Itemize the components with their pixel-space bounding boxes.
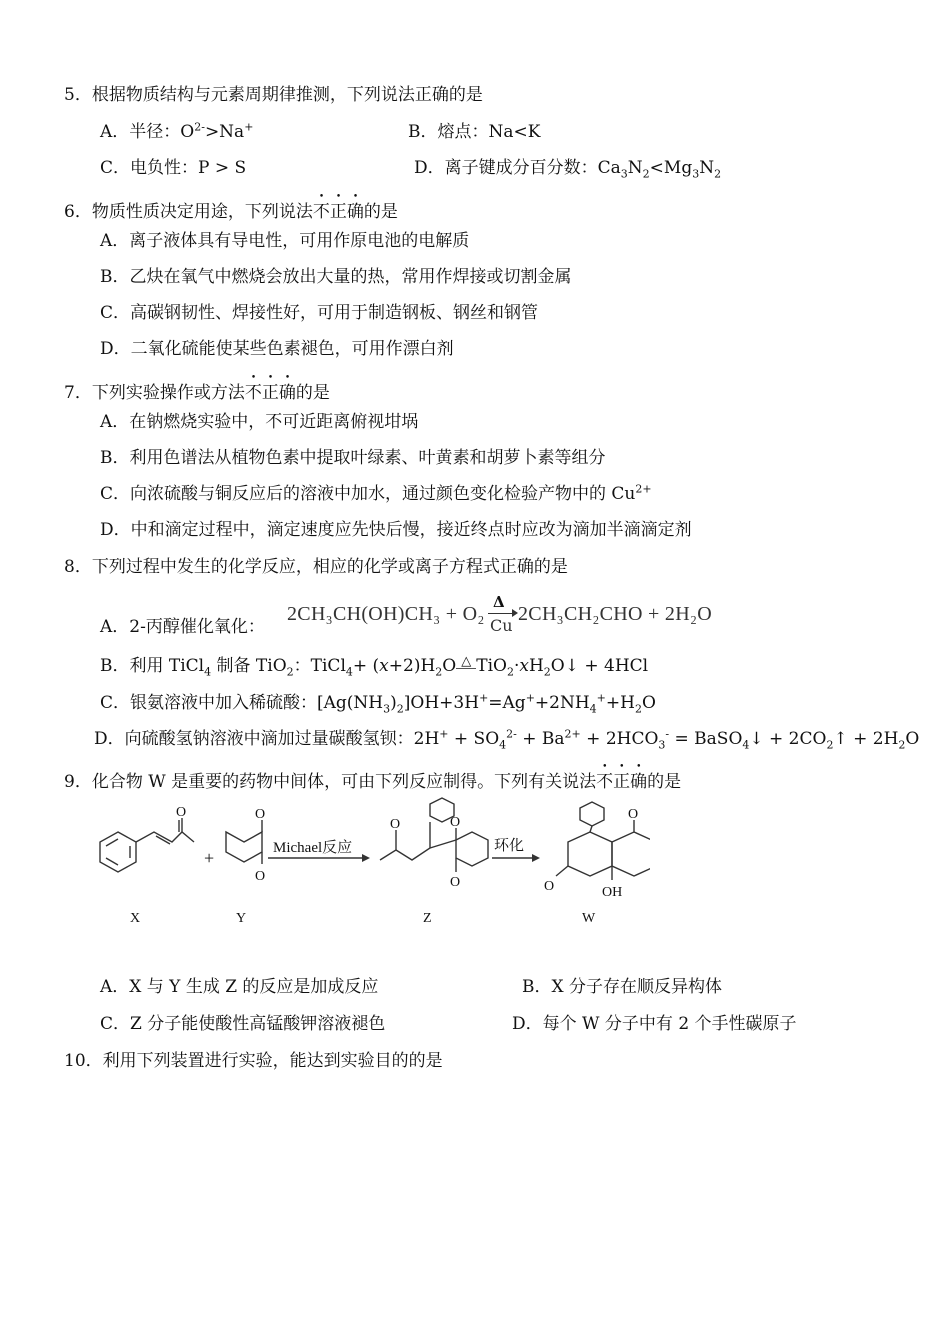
compound-z-label: Z	[423, 911, 432, 926]
z-oxygen-label-bottom: O	[450, 875, 461, 890]
z-oxygen-label-top: O	[450, 815, 461, 830]
w-oxygen-label-top: O	[628, 807, 639, 822]
q8-heat-symbol: Δ	[493, 593, 505, 611]
z-ring	[456, 832, 488, 866]
compound-w-label: W	[582, 911, 596, 926]
y-ring	[226, 832, 262, 862]
y-oxygen-label-top: O	[255, 807, 266, 822]
q8-option-b: B．利用 TiCl$_4$ 制备 TiO$_2$：TiCl$_4$+ $(x+2)H_2O$ △ $TiO_2\cdot xH_2O↓ + 4HCl$	[100, 654, 649, 679]
heat-triangle-icon: △	[456, 656, 476, 669]
x-oxygen-label: O	[176, 805, 187, 820]
q5-stem: 5．根据物质结构与元素周期律推测，下列说法正确的是	[64, 85, 483, 105]
q6-option-d: D．二氧化硫能使某些色素褪色，可用作漂白剂	[100, 339, 454, 359]
q8-option-c: C．银氨溶液中加入稀硫酸：$[Ag(NH_3)_2]OH+3H^+=Ag^++2NH_4^++H_2O$	[100, 691, 656, 716]
q10-stem: 10．利用下列装置进行实验，能达到实验目的的是	[64, 1051, 443, 1071]
q8-option-d: D．向硫酸氢钠溶液中滴加过量碳酸氢钡：$2H^+ + SO_4^{2-} + Ba^{2+} + 2HCO_3^-$ = BaSO$_4$↓ + $2CO_2↑ + 2H_2O$	[94, 727, 920, 752]
q5-option-d: D．离子键成分百分数：$Ca_3N_2<Mg_3N_2$	[414, 158, 722, 181]
w-hydroxyl-label: OH	[602, 885, 623, 900]
q5-option-b: B．熔点：Na<K	[408, 122, 541, 142]
q7-option-c: C．向浓硫酸与铜反应后的溶液中加水，通过颜色变化检验产物中的 $Cu^{2+}$	[100, 482, 652, 504]
q6-option-b: B．乙炔在氧气中燃烧会放出大量的热，常用作焊接或切割金属	[100, 267, 572, 287]
q8-option-a-label: A．2-丙醇催化氧化：	[100, 617, 265, 637]
q8-option-a-rhs: 2CH₃CH₂CHO + 2H₂O	[518, 603, 712, 625]
reaction-scheme	[90, 780, 650, 930]
q8-catalyst: Cu	[490, 616, 513, 635]
q9-option-b: B．X 分子存在顺反异构体	[522, 977, 722, 997]
cyclization-arrow-label: 环化	[494, 838, 525, 854]
q7-option-a: A．在钠燃烧实验中，不可近距离俯视坩埚	[100, 412, 419, 432]
q8-stem: 8．下列过程中发生的化学反应，相应的化学或离子方程式正确的是	[64, 557, 568, 577]
michael-arrow-label: Michael反应	[273, 840, 353, 856]
q9-option-c: C．Z 分子能使酸性高锰酸钾溶液褪色	[100, 1014, 386, 1034]
q7-stem: 7．下列实验操作或方法不正确的是	[64, 383, 330, 403]
w-benzene-ring	[580, 802, 604, 826]
compound-y-label: Y	[236, 911, 247, 926]
q6-option-a: A．离子液体具有导电性，可用作原电池的电解质	[100, 231, 470, 251]
q5-option-a: A．半径：$O^{2-}>Na^+$	[100, 120, 254, 142]
y-oxygen-label-bottom: O	[255, 869, 266, 884]
michael-arrow-head	[362, 854, 370, 862]
q9-option-a: A．X 与 Y 生成 Z 的反应是加成反应	[100, 977, 379, 997]
cyclization-arrow-head	[532, 854, 540, 862]
q6-option-c: C．高碳钢韧性、焊接性好，可用于制造钢板、钢丝和钢管	[100, 303, 539, 323]
compound-x-label: X	[130, 911, 141, 926]
q8-option-a-lhs: 2CH₃CH(OH)CH₃ + O₂	[287, 603, 485, 625]
q9-stem: 9．化合物 W 是重要的药物中间体，可由下列反应制得。下列有关说法不正确的是	[64, 772, 682, 792]
z-oxygen-label-left: O	[390, 817, 401, 832]
w-oxygen-label-left: O	[544, 879, 555, 894]
plus-sign: +	[204, 848, 215, 868]
q6-stem: 6．物质性质决定用途，下列说法不正确的是	[64, 202, 398, 222]
w-ring-right	[612, 832, 650, 876]
w-ring-left	[568, 832, 612, 876]
q7-option-d: D．中和滴定过程中，滴定速度应先快后慢，接近终点时应改为滴加半滴滴定剂	[100, 520, 692, 540]
q7-option-b: B．利用色谱法从植物色素中提取叶绿素、叶黄素和胡萝卜素等组分	[100, 448, 606, 468]
q5-option-c: C．电负性：P > S	[100, 158, 247, 178]
q9-option-d: D．每个 W 分子中有 2 个手性碳原子	[512, 1014, 797, 1034]
